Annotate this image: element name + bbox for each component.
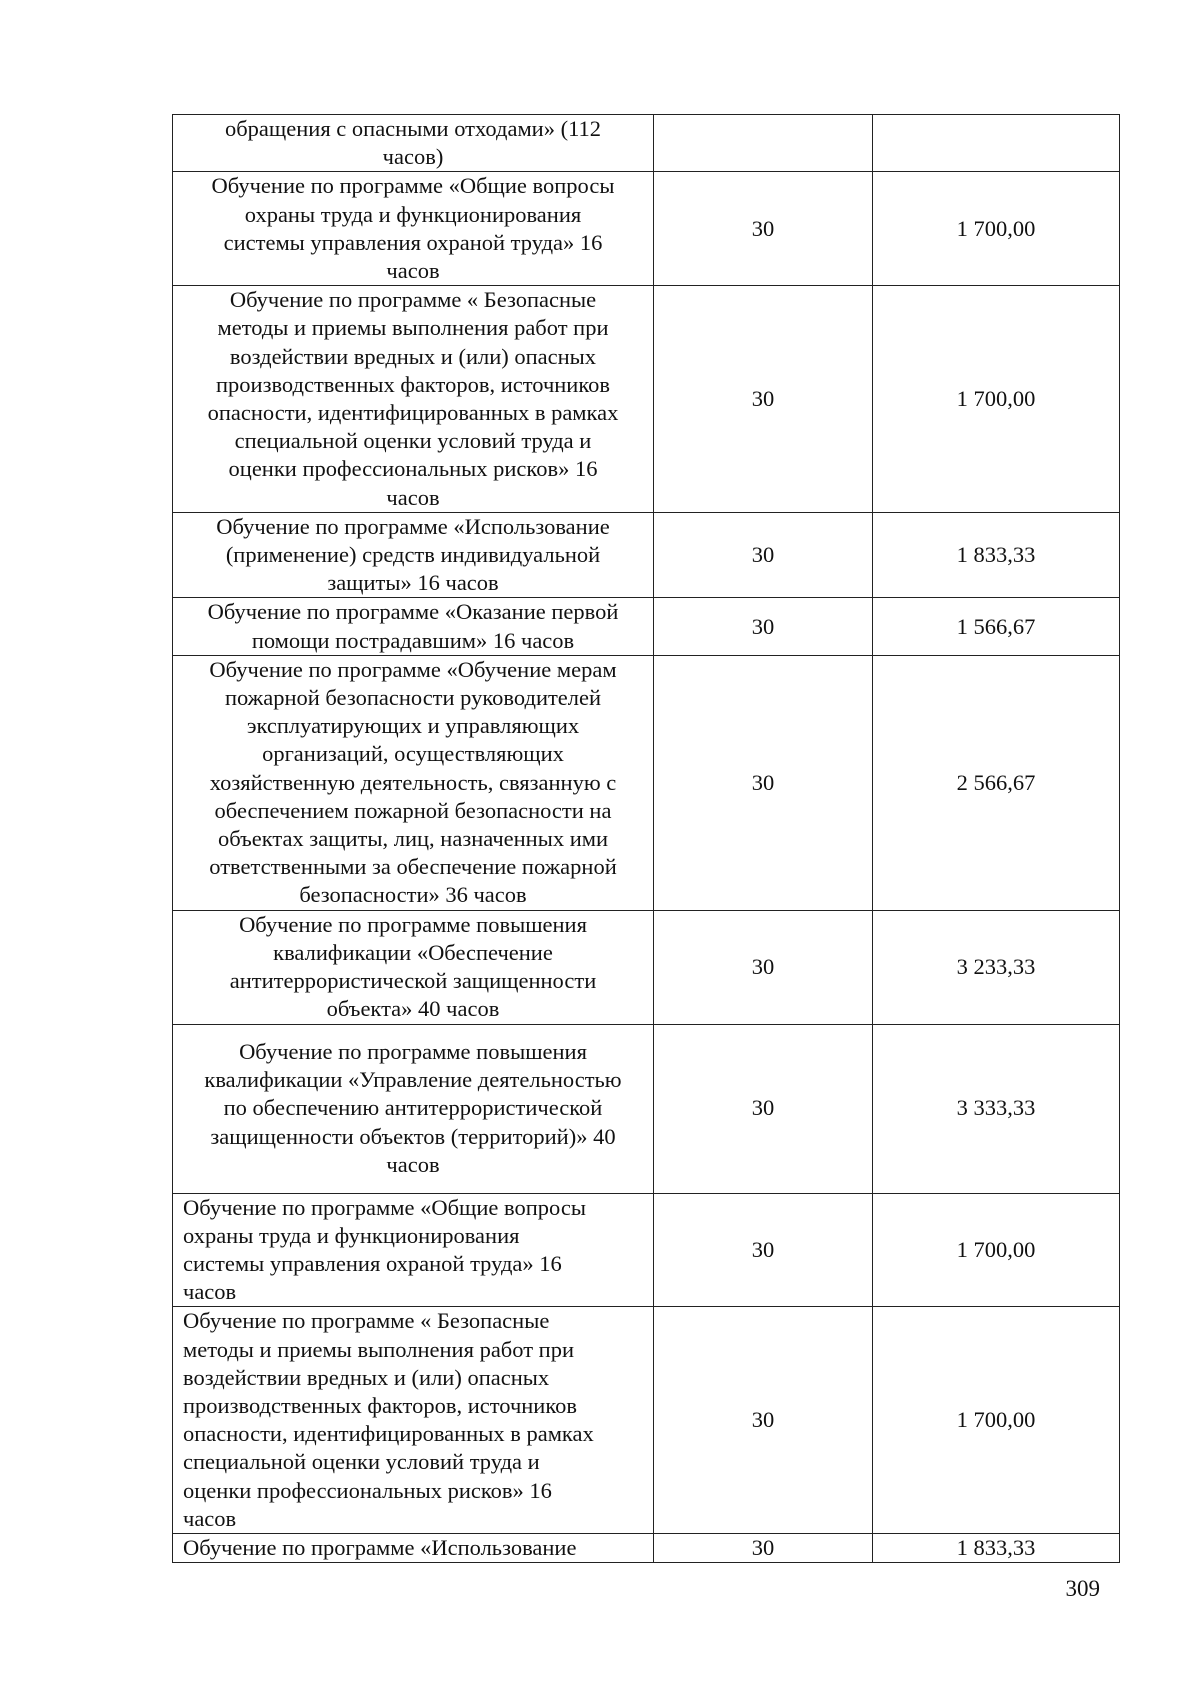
course-name-cell: обращения с опасными отходами» (112 часов): [173, 115, 654, 172]
services-table: [172, 114, 1120, 1563]
quantity-cell: 30: [654, 512, 873, 598]
quantity-cell: 30: [654, 1307, 873, 1534]
price-cell: 1 700,00: [873, 1193, 1120, 1307]
quantity-cell: 30: [654, 598, 873, 655]
price-cell: 3 333,33: [873, 1024, 1120, 1193]
table-row: [173, 1024, 1120, 1193]
quantity-cell: 30: [654, 1533, 873, 1562]
course-name-cell: Обучение по программе «Общие вопросы охраны труда и функционирования системы управления охраной труда» 16 часов: [173, 1193, 654, 1307]
price-cell: 2 566,67: [873, 655, 1120, 910]
quantity-cell: 30: [654, 1193, 873, 1307]
quantity-cell: 30: [654, 1024, 873, 1193]
table-row: [173, 172, 1120, 286]
page-number: 309: [1065, 1576, 1100, 1601]
price-cell: 3 233,33: [873, 910, 1120, 1024]
quantity-cell: 30: [654, 910, 873, 1024]
table-row: [173, 1193, 1120, 1307]
table-row: [173, 512, 1120, 598]
table-row: [173, 1533, 1120, 1562]
quantity-cell: 30: [654, 286, 873, 513]
course-name-cell: Обучение по программе повышения квалификации «Управление деятельностью по обеспечению антитеррористической защищенности объектов (территорий)» 40 часов: [173, 1024, 654, 1193]
table-row: [173, 1307, 1120, 1534]
table-row: [173, 286, 1120, 513]
course-name-cell: Обучение по программе «Использование (применение) средств индивидуальной защиты» 16 часов: [173, 512, 654, 598]
price-cell: 1 833,33: [873, 1533, 1120, 1562]
price-cell: 1 700,00: [873, 1307, 1120, 1534]
table-row: [173, 910, 1120, 1024]
price-cell: 1 700,00: [873, 286, 1120, 513]
table-row: [173, 655, 1120, 910]
table-row: [173, 598, 1120, 655]
course-name-cell: Обучение по программе «Общие вопросы охраны труда и функционирования системы управления охраной труда» 16 часов: [173, 172, 654, 286]
course-name-cell: Обучение по программе « Безопасные методы и приемы выполнения работ при воздействии вредных и (или) опасных производственных факторов, источников опасности, идентифицированных в рамках специальной оценки условий труда и оценки профессиональных рисков» 16 часов: [173, 1307, 654, 1534]
quantity-cell: 30: [654, 655, 873, 910]
course-name-cell: Обучение по программе «Использование: [173, 1533, 654, 1562]
price-cell: 1 566,67: [873, 598, 1120, 655]
price-cell: 1 833,33: [873, 512, 1120, 598]
quantity-cell: [654, 115, 873, 172]
course-name-cell: Обучение по программе «Оказание первой помощи пострадавшим» 16 часов: [173, 598, 654, 655]
price-cell: [873, 115, 1120, 172]
course-name-cell: Обучение по программе повышения квалификации «Обеспечение антитеррористической защищенности объекта» 40 часов: [173, 910, 654, 1024]
table-row: [173, 115, 1120, 172]
price-cell: 1 700,00: [873, 172, 1120, 286]
quantity-cell: 30: [654, 172, 873, 286]
course-name-cell: Обучение по программе « Безопасные методы и приемы выполнения работ при воздействии вредных и (или) опасных производственных факторов, источников опасности, идентифицированных в рамках специальной оценки условий труда и оценки профессиональных рисков» 16 часов: [173, 286, 654, 513]
course-name-cell: Обучение по программе «Обучение мерам пожарной безопасности руководителей эксплуатирующих и управляющих организаций, осуществляющих хозяйственную деятельность, связанную с обеспечением пожарной безопасности на объектах защиты, лиц, назначенных ими ответственными за обеспечение пожарной безопасности» 36 часов: [173, 655, 654, 910]
